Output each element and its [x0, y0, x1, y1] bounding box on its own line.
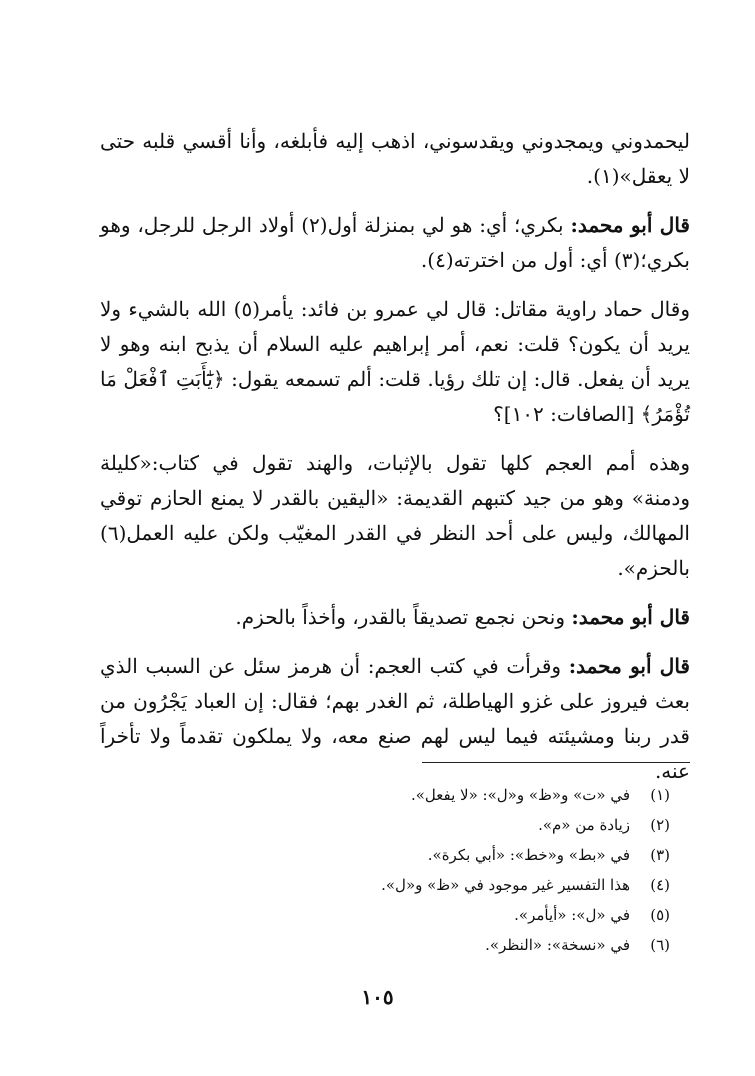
footnote: [150, 780, 670, 810]
paragraph-text: بكري؛ أي: هو لي بمنزلة أول(٢) أولاد الرجل للرجل، وهو بكري؛(٣) أي: أول من اخترته(٤).: [100, 213, 690, 272]
footnotes: [150, 780, 670, 960]
paragraph-label: قال أبو محمد:: [568, 654, 690, 678]
paragraph-1: [100, 124, 690, 194]
footnote-divider: [422, 762, 690, 763]
main-text: [100, 124, 690, 803]
footnote-text: زيادة من «م».: [538, 816, 630, 834]
paragraph-text: ليحمدوني ويمجدوني ويقدسوني، اذهب إليه فأبلغه، وأنا أقسي قلبه حتى لا يعقل»(١).: [100, 129, 690, 188]
footnote-number: (١): [650, 786, 670, 804]
footnote-text: في «ت» و«ظ» و«ل»: «لا يفعل».: [410, 786, 630, 804]
paragraph-text: وقرأت في كتب العجم: أن هرمز سئل عن السبب الذي بعث فيروز على غزو الهياطلة، ثم الغدر بهم؛ فقال: إن العباد يَجْرُون من قدر ربنا ومشيئته فيما ليس لهم صنع معه، ولا يملكون تقدماً ولا تأخراً عنه.: [100, 654, 690, 783]
paragraph-5: [100, 600, 690, 635]
paragraph-6: [100, 649, 690, 789]
footnote: [150, 870, 670, 900]
footnote-number: (٥): [650, 906, 670, 924]
paragraph-text: وهذه أمم العجم كلها تقول بالإثبات، والهند تقول في كتاب:«كليلة ودمنة» وهو من جيد كتبهم القديمة: «اليقين بالقدر لا يمنع الحازم توقي المهالك، وليس على أحد النظر في القدر المغيّب ولكن عليه العمل(٦) بالحزم».: [100, 451, 690, 580]
footnote-number: (٢): [650, 816, 670, 834]
paragraph-2: [100, 208, 690, 278]
paragraph-label: قال أبو محمد:: [570, 213, 690, 237]
paragraph-text: ونحن نجمع تصديقاً بالقدر، وأخذاً بالحزم.: [235, 605, 572, 629]
paragraph-4: [100, 446, 690, 586]
paragraph-3: [100, 292, 690, 432]
paragraph-text: وقال حماد راوية مقاتل: قال لي عمرو بن فائد: يأمر(٥) الله بالشيء ولا يريد أن يكون؟ قلت: نعم، أمر إبراهيم عليه السلام أن يذبح ابنه وهو لا يريد أن يفعل. قال: إن تلك رؤيا. قلت: ألم تسمعه يقول: ﴿يَٰٓأَبَتِ ٱفْعَلْ مَا تُؤْمَرُ﴾ [الصافات: ١٠٢]؟: [100, 297, 690, 426]
footnote: [150, 810, 670, 840]
footnote-text: في «بط» و«خط»: «أبي بكرة».: [427, 846, 630, 864]
footnote-number: (٣): [650, 846, 670, 864]
footnote-number: (٤): [650, 876, 670, 894]
footnote: [150, 840, 670, 870]
footnote-text: في «نسخة»: «النظر».: [485, 936, 630, 954]
footnote: [150, 900, 670, 930]
footnote-text: في «ل»: «أيأمر».: [514, 906, 630, 924]
page-number: ١٠٥: [361, 985, 394, 1009]
footnote: [150, 930, 670, 960]
footnote-text: هذا التفسير غير موجود في «ظ» و«ل».: [381, 876, 630, 894]
paragraph-label: قال أبو محمد:: [571, 605, 690, 629]
footnote-number: (٦): [650, 936, 670, 954]
